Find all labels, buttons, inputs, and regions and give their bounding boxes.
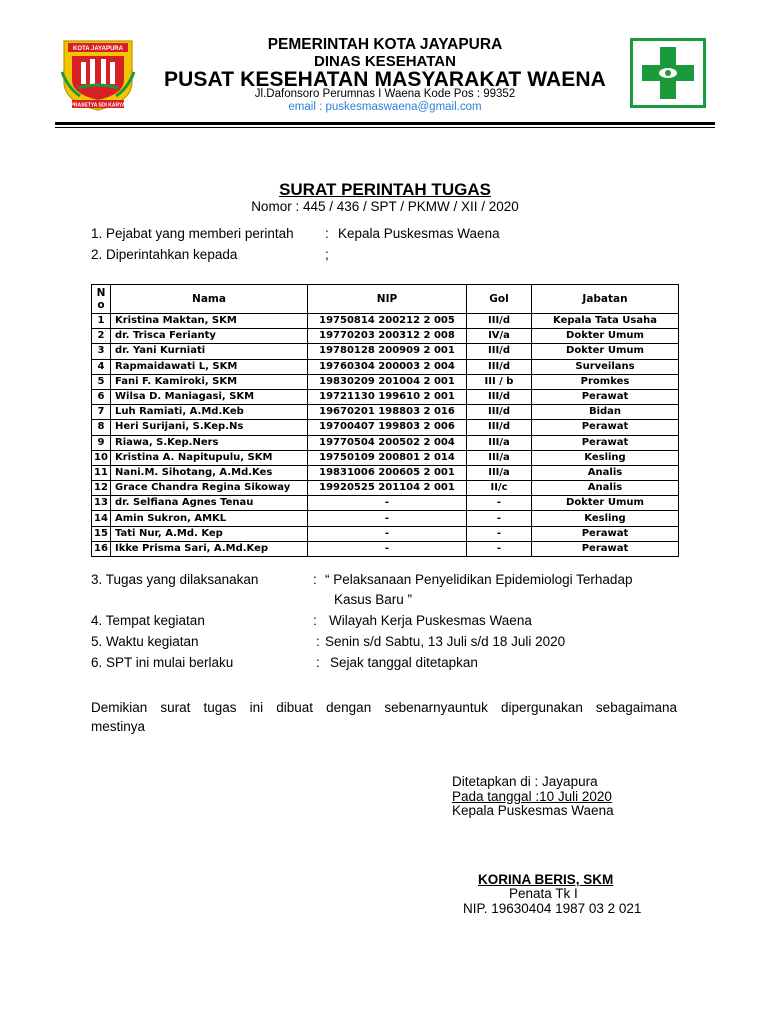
table-row <box>92 435 679 450</box>
cell-jabatan: Perawat <box>532 526 679 541</box>
city-emblem-icon <box>60 38 136 112</box>
cell-jabatan: Surveilans <box>532 359 679 374</box>
cell-gol: III/a <box>467 465 532 480</box>
table-row <box>92 465 679 480</box>
cell-gol: III / b <box>467 374 532 389</box>
table-row <box>92 314 679 329</box>
cell-nip: 19700407 199803 2 006 <box>308 420 467 435</box>
table-row <box>92 541 679 556</box>
header-email[interactable]: email : puskesmaswaena@gmail.com <box>288 101 482 113</box>
cell-gol: - <box>467 496 532 511</box>
cell-nama: Amin Sukron, AMKL <box>111 511 308 526</box>
cell-nip: 19760304 200003 2 004 <box>308 359 467 374</box>
col-header-no-line2: o <box>97 299 105 311</box>
cell-nama: Kristina Maktan, SKM <box>111 314 308 329</box>
header-government: PEMERINTAH KOTA JAYAPURA <box>267 36 503 53</box>
cell-no: 16 <box>92 541 111 556</box>
closing-line1: Demikian surat tugas ini dibuat dengan sebenarnyauntuk dipergunakan sebagaimana <box>91 700 677 715</box>
cell-nama: Nani.M. Sihotang, A.Md.Kes <box>111 465 308 480</box>
cell-nama: Tati Nur, A.Md. Kep <box>111 526 308 541</box>
table-row <box>92 496 679 511</box>
table-body <box>92 314 679 557</box>
table-row <box>92 481 679 496</box>
cell-nip: 19830209 201004 2 001 <box>308 374 467 389</box>
cell-jabatan: Perawat <box>532 420 679 435</box>
cell-nip: 19770504 200502 2 004 <box>308 435 467 450</box>
header-divider-thick <box>55 122 715 125</box>
cell-nama: dr. Selfiana Agnes Tenau <box>111 496 308 511</box>
cell-gol: II/c <box>467 481 532 496</box>
cell-no: 14 <box>92 511 111 526</box>
item2-separator: ; <box>325 247 329 262</box>
cell-jabatan: Perawat <box>532 541 679 556</box>
cell-gol: III/d <box>467 314 532 329</box>
item5-label: 5. Waktu kegiatan <box>91 634 199 649</box>
item5-separator: : <box>316 634 320 649</box>
table-row <box>92 526 679 541</box>
header-institution: PUSAT KESEHATAN MASYARAKAT WAENA <box>164 68 606 91</box>
cell-nip: 19750109 200801 2 014 <box>308 450 467 465</box>
item6-value: Sejak tanggal ditetapkan <box>330 655 478 670</box>
header-address: Jl.Dafonsoro Perumnas I Waena Kode Pos : 99352 <box>254 88 516 100</box>
cell-gol: III/d <box>467 389 532 404</box>
emblem-bottom-text: PRASETYA SDI KARYA <box>70 102 126 109</box>
cell-jabatan: Analis <box>532 481 679 496</box>
table-row <box>92 359 679 374</box>
document-number: Nomor : 445 / 436 / SPT / PKMW / XII / 2020 <box>251 199 519 214</box>
cell-nama: Heri Surijani, S.Kep.Ns <box>111 420 308 435</box>
cell-jabatan: Promkes <box>532 374 679 389</box>
cell-nip: 19831006 200605 2 001 <box>308 465 467 480</box>
item4-value: Wilayah Kerja Puskesmas Waena <box>329 613 532 628</box>
col-header-jabatan: Jabatan <box>532 285 679 314</box>
table-row <box>92 420 679 435</box>
cell-nip: 19670201 198803 2 016 <box>308 405 467 420</box>
cell-gol: III/a <box>467 435 532 450</box>
cell-nama: dr. Yani Kurniati <box>111 344 308 359</box>
cell-no: 8 <box>92 420 111 435</box>
cell-no: 3 <box>92 344 111 359</box>
cell-nip: 19721130 199610 2 001 <box>308 389 467 404</box>
staff-table <box>91 284 679 557</box>
cell-nip: 19750814 200212 2 005 <box>308 314 467 329</box>
item5-value: Senin s/d Sabtu, 13 Juli s/d 18 Juli 2020 <box>325 634 566 649</box>
item3-separator: : <box>313 572 317 587</box>
cell-jabatan: Perawat <box>532 389 679 404</box>
cell-jabatan: Dokter Umum <box>532 329 679 344</box>
cell-nama: Ikke Prisma Sari, A.Md.Kep <box>111 541 308 556</box>
item3-value-line2: Kasus Baru ” <box>334 592 413 607</box>
col-header-no-line1: N <box>96 287 106 299</box>
signatory-rank: Penata Tk I <box>509 886 578 901</box>
sign-position: Kepala Puskesmas Waena <box>452 803 614 818</box>
cell-no: 9 <box>92 435 111 450</box>
table-row <box>92 405 679 420</box>
col-header-no <box>92 285 111 314</box>
cell-jabatan: Kesling <box>532 450 679 465</box>
cell-nama: Riawa, S.Kep.Ners <box>111 435 308 450</box>
cell-jabatan: Dokter Umum <box>532 344 679 359</box>
item1-separator: : <box>325 226 329 241</box>
table-row <box>92 329 679 344</box>
cell-nama: dr. Trisca Ferianty <box>111 329 308 344</box>
cell-jabatan: Perawat <box>532 435 679 450</box>
closing-line2: mestinya <box>91 719 146 734</box>
emblem-top-text: KOTA JAYAPURA <box>73 46 123 53</box>
item1-label: 1. Pejabat yang memberi perintah <box>91 226 294 241</box>
cell-nip: - <box>308 541 467 556</box>
item4-separator: : <box>313 613 317 628</box>
cell-gol: III/d <box>467 405 532 420</box>
item4-label: 4. Tempat kegiatan <box>91 613 205 628</box>
item6-label: 6. SPT ini mulai berlaku <box>91 655 234 670</box>
cell-nama: Rapmaidawati L, SKM <box>111 359 308 374</box>
cell-no: 6 <box>92 389 111 404</box>
cell-gol: - <box>467 526 532 541</box>
cell-no: 10 <box>92 450 111 465</box>
cell-gol: IV/a <box>467 329 532 344</box>
cell-no: 7 <box>92 405 111 420</box>
header-divider-thin <box>55 127 715 128</box>
table-row <box>92 374 679 389</box>
item3-value-line1: “ Pelaksanaan Penyelidikan Epidemiologi Terhadap <box>325 572 633 587</box>
col-header-nip: NIP <box>308 285 467 314</box>
cell-gol: III/a <box>467 450 532 465</box>
cell-nama: Kristina A. Napitupulu, SKM <box>111 450 308 465</box>
cell-nip: 19780128 200909 2 001 <box>308 344 467 359</box>
col-header-gol: Gol <box>467 285 532 314</box>
table-row <box>92 511 679 526</box>
cell-jabatan: Kepala Tata Usaha <box>532 314 679 329</box>
table-row <box>92 450 679 465</box>
cell-no: 2 <box>92 329 111 344</box>
cell-jabatan: Dokter Umum <box>532 496 679 511</box>
cell-no: 12 <box>92 481 111 496</box>
signatory-name: KORINA BERIS, SKM <box>478 872 614 887</box>
header-department: DINAS KESEHATAN <box>314 53 456 70</box>
cell-jabatan: Analis <box>532 465 679 480</box>
cell-nama: Luh Ramiati, A.Md.Keb <box>111 405 308 420</box>
cell-gol: III/d <box>467 344 532 359</box>
sign-place: Ditetapkan di : Jayapura <box>452 774 598 789</box>
cell-nip: 19920525 201104 2 001 <box>308 481 467 496</box>
col-header-nama: Nama <box>111 285 308 314</box>
cell-no: 5 <box>92 374 111 389</box>
cell-no: 1 <box>92 314 111 329</box>
cell-nip: - <box>308 496 467 511</box>
health-cross-icon <box>630 38 706 108</box>
cell-nip: - <box>308 526 467 541</box>
cell-no: 4 <box>92 359 111 374</box>
item1-value: Kepala Puskesmas Waena <box>338 226 500 241</box>
sign-date: Pada tanggal :10 Juli 2020 <box>452 789 612 804</box>
cell-jabatan: Bidan <box>532 405 679 420</box>
cell-nip: - <box>308 511 467 526</box>
cell-no: 15 <box>92 526 111 541</box>
cell-gol: - <box>467 511 532 526</box>
cell-nama: Fani F. Kamiroki, SKM <box>111 374 308 389</box>
cell-nip: 19770203 200312 2 008 <box>308 329 467 344</box>
document-title: SURAT PERINTAH TUGAS <box>279 180 491 199</box>
table-header-row <box>92 285 679 314</box>
cell-no: 11 <box>92 465 111 480</box>
cell-no: 13 <box>92 496 111 511</box>
cell-gol: III/d <box>467 420 532 435</box>
signatory-nip: NIP. 19630404 1987 03 2 021 <box>463 901 642 916</box>
item3-label: 3. Tugas yang dilaksanakan <box>91 572 259 587</box>
table-row <box>92 389 679 404</box>
item6-separator: : <box>316 655 320 670</box>
cell-gol: III/d <box>467 359 532 374</box>
item2-label: 2. Diperintahkan kepada <box>91 247 238 262</box>
table-row <box>92 344 679 359</box>
cell-gol: - <box>467 541 532 556</box>
cell-nama: Wilsa D. Maniagasi, SKM <box>111 389 308 404</box>
cell-jabatan: Kesling <box>532 511 679 526</box>
cell-nama: Grace Chandra Regina Sikoway <box>111 481 308 496</box>
